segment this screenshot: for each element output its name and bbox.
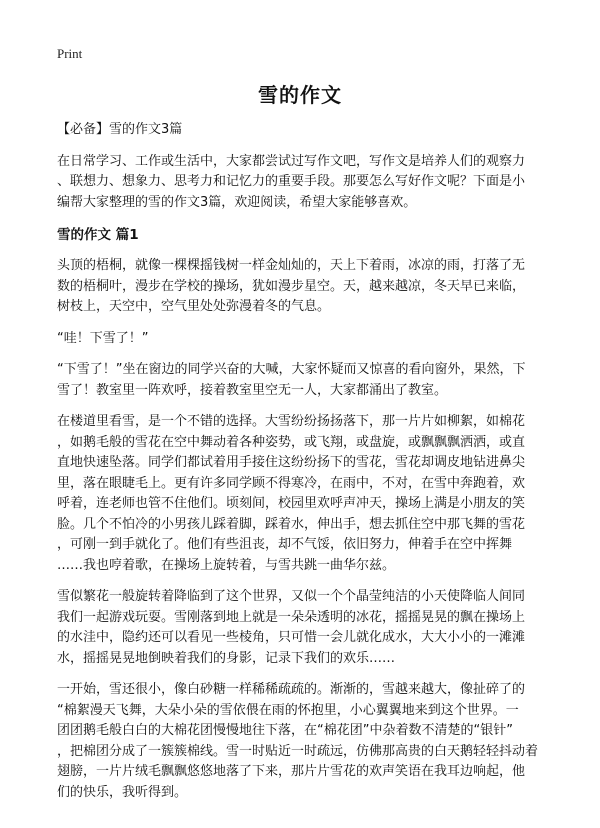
paragraph-2: [57, 329, 547, 350]
paragraph-6: [57, 680, 547, 803]
paragraph-line: 头顶的梧桐，就像一棵棵摇钱树一样金灿灿的，天上下着雨，冰凉的雨，打落了无: [57, 258, 526, 273]
paragraph-line: “下雪了！”坐在窗边的同学兴奋的大喊，大家怀疑而又惊喜的看向窗外，果然，下: [57, 362, 526, 377]
paragraph-line: “棉絮漫天飞舞，大朵小朵的雪依偎在雨的怀抱里，小心翼翼地来到这个世界。一: [57, 702, 519, 718]
paragraph-line: 呼着，连老师也管不住他们。顷刻间，校园里欢呼声冲天，操场上满是小朋友的笑: [57, 496, 526, 511]
paragraph-3: [57, 360, 547, 401]
paragraph-line: 里，落在眼睫毛上。更有许多同学顾不得寒冷，在雨中，不对，在雪中奔跑着，欢: [57, 475, 526, 491]
paragraph-5: [57, 587, 547, 669]
paragraph-line: 我们一起游戏玩耍。雪刚落到地上就是一朵朵透明的冰花，摇摇晃晃的飘在操场上: [57, 609, 526, 625]
paragraph-line: ，把棉团分成了一簇簇棉线。雪一时贴近一时疏远，仿佛那高贵的白天鹅轻轻抖动着: [57, 743, 539, 759]
paragraph-line: 雪似繁花一般旋转着降临到了这个世界，又似一个个晶莹纯洁的小天使降临人间同: [57, 589, 526, 604]
paragraph-line: 树枝上，天空中，空气里处处弥漫着冬的气息。: [57, 299, 331, 314]
paragraph-line: 一开始，雪还很小，像白砂糖一样稀稀疏疏的。渐渐的，雪越来越大，像扯碎了的: [57, 682, 526, 697]
intro-line: 在日常学习、工作或生活中，大家都尝试过写作文吧，写作文是培养人们的观察力: [57, 153, 526, 169]
paragraph-1: [57, 256, 547, 318]
intro-line: 编帮大家整理的雪的作文3篇，欢迎阅读，希望大家能够喜欢。: [57, 194, 417, 210]
section-title: 雪的作文 篇1: [57, 227, 139, 243]
paragraph-line: 在楼道里看雪，是一个不错的选择。大雪纷纷扬扬落下，那一片片如柳絮，如棉花: [57, 414, 526, 429]
summary-text: 【必备】雪的作文3篇: [57, 122, 183, 137]
paragraph-line: ，如鹅毛般的雪花在空中舞动着各种姿势，或飞翔，或盘旋，或飘飘飘洒洒，或直: [57, 434, 526, 450]
intro-line: 、联想力、想象力、思考力和记忆力的重要手段。那要怎么写好作文呢？下面是小: [57, 174, 526, 189]
document-body: [57, 120, 547, 814]
paragraph-line: 直地快速坠落。同学们都试着用手接住这纷纷扬下的雪花，雪花却调皮地钻进鼻尖: [57, 455, 526, 470]
paragraph-line: 们的快乐，我听得到。: [57, 784, 188, 800]
paragraph-line: 团团鹅毛般白白的大棉花团慢慢地往下落，在“棉花团”中杂着数不清楚的“银针”: [57, 723, 513, 738]
intro-paragraph: [57, 152, 547, 214]
paragraph-line: 的水洼中，隐约还可以看见一些棱角，只可惜一会儿就化成水，大大小小的一滩滩: [57, 630, 526, 645]
print-link[interactable]: Print: [57, 46, 83, 61]
paragraph-line: ，可刚一到手就化了。他们有些沮丧，却不气馁，依旧努力，伸着手在空中挥舞: [57, 537, 513, 552]
paragraph-line: “哇！下雪了！”: [57, 330, 149, 346]
paragraph-line: 脸。几个不怕冷的小男孩儿踩着脚，踩着水，伸出手，想去抓住空中那飞舞的雪花: [57, 516, 526, 532]
paragraph-line: 雪了！教室里一阵欢呼，接着教室里空无一人，大家都涌出了教室。: [57, 382, 448, 398]
paragraph-line: 翅膀，一片片绒毛飘飘悠悠地落了下来，那片片雪花的欢声笑语在我耳边响起，他: [57, 764, 526, 779]
document-title: 雪的作文: [258, 83, 342, 107]
paragraph-4: [57, 412, 547, 576]
paragraph-line: ……我也哼着歌，在操场上旋转着，与雪共跳一曲华尔兹。: [57, 557, 396, 573]
paragraph-line: 水，摇摇晃晃地倒映着我们的身影，记录下我们的欢乐……: [57, 650, 396, 666]
summary-line: [57, 120, 547, 141]
paragraph-line: 数的梧桐叶，漫步在学校的操场，犹如漫步星空。天，越来越凉，冬天早已来临，: [57, 278, 526, 294]
